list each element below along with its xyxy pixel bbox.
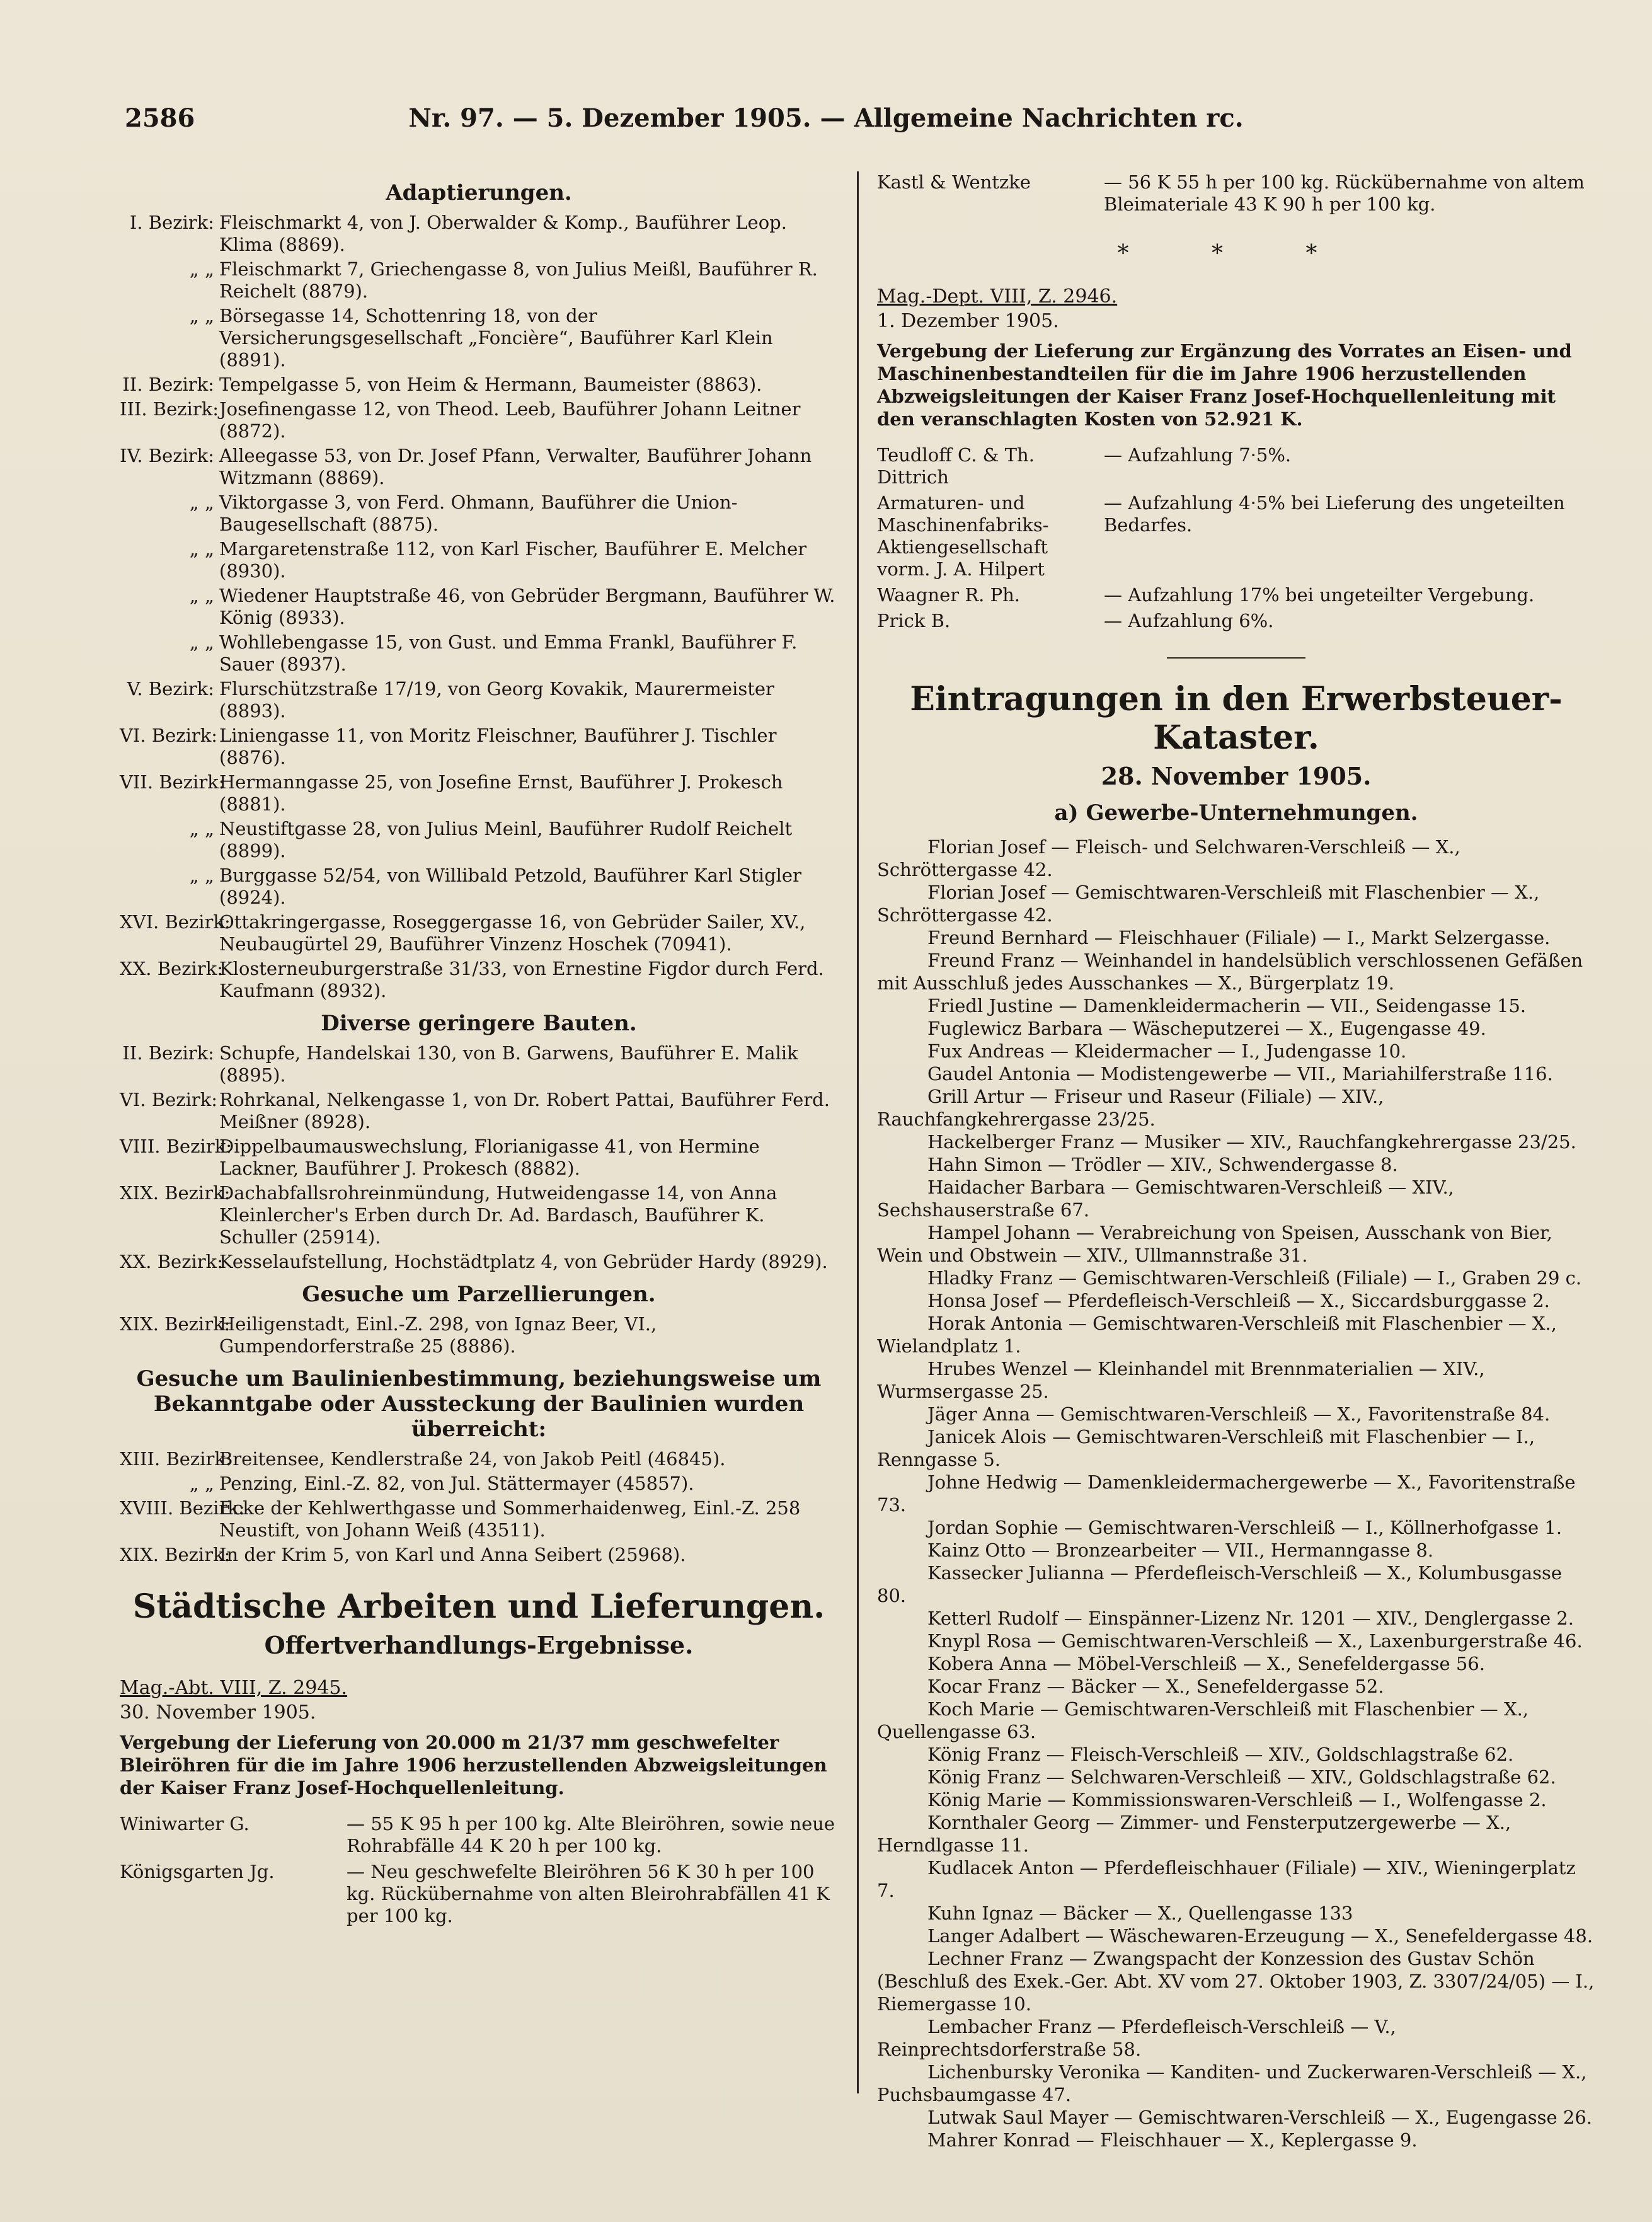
kataster-entry: Lichenbursky Veronika — Kanditen- und Zuckerwaren-Verschleiß — X., Puchsbaumgasse 47. bbox=[877, 2061, 1587, 2105]
adapt-district-label: XX. Bezirk: bbox=[120, 958, 223, 979]
diverse-district-label: II. Bezirk: bbox=[122, 1042, 214, 1064]
bid1-bidder-name: Winiwarter G. bbox=[120, 1813, 250, 1834]
issue-headline: Nr. 97. — 5. Dezember 1905. — Allgemeine Nachrichten rc. bbox=[408, 103, 1244, 133]
date-1: 30. November 1905. bbox=[120, 1701, 316, 1724]
adapt-entry bbox=[120, 212, 838, 256]
kataster-subtitle: a) Gewerbe-Unternehmungen. bbox=[1054, 800, 1418, 826]
baul-entry bbox=[120, 1448, 838, 1470]
kataster-entry: Janicek Alois — Gemischtwaren-Verschleiß mit Flaschenbier — I., Renngasse 5. bbox=[877, 1426, 1535, 1470]
section-title-kataster: Eintragungen in den Erwerbsteuer-Kataster. bbox=[910, 680, 1563, 757]
adapt-entry bbox=[120, 631, 838, 676]
adapt-entry bbox=[120, 374, 838, 396]
left-column bbox=[120, 171, 838, 1931]
diverse-entry-text: Dippelbaumauswechslung, Florianigasse 41, von Hermine Lackner, Bauführer J. Prokesch (8882). bbox=[219, 1136, 760, 1179]
kataster-entry: Gaudel Antonia — Modistengewerbe — VII., Mariahilferstraße 116. bbox=[927, 1063, 1553, 1085]
adapt-entry-text: Ottakringergasse, Roseggergasse 16, von Gebrüder Sailer, XV., Neubaugürtel 29, Bauführer Vinzenz Hoschek (70941). bbox=[219, 911, 806, 955]
adapt-district-label: „ „ bbox=[189, 818, 214, 839]
vergebung-1: Vergebung der Lieferung von 20.000 m 21/37 mm geschwefelter Bleiröhren für die im Jahre 1906 herzustellenden Abzweigsleitungen der Kaiser Franz Josef-Hochquellenleitung. bbox=[120, 1732, 827, 1799]
adapt-entry bbox=[120, 585, 838, 629]
diverse-entry bbox=[120, 1251, 838, 1273]
diverse-entry bbox=[120, 1089, 838, 1133]
adapt-entry-text: Liniengasse 11, von Moritz Fleischner, Bauführer J. Tischler (8876). bbox=[219, 725, 777, 768]
adapt-entry-text: Flurschützstraße 17/19, von Georg Kovakik, Maurermeister (8893). bbox=[219, 678, 774, 722]
bids-list-2 bbox=[877, 444, 1595, 632]
kataster-entry: Fuglewicz Barbara — Wäscheputzerei — X., Eugengasse 49. bbox=[927, 1018, 1486, 1039]
section-title-adaptierungen: Adaptierungen. bbox=[386, 180, 572, 205]
kataster-entries bbox=[877, 836, 1595, 2151]
bid2-bidder-name: Armaturen- und Maschinenfabriks-Aktiengesellschaft vorm. J. A. Hilpert bbox=[877, 492, 1049, 580]
kataster-entry: König Franz — Fleisch-Verschleiß — XIV., Goldschlagstraße 62. bbox=[927, 1744, 1514, 1765]
adapt-district-label: „ „ bbox=[189, 538, 214, 560]
adapt-district-label: II. Bezirk: bbox=[122, 374, 214, 395]
bid2-row bbox=[877, 584, 1595, 606]
adapt-district-label: „ „ bbox=[189, 631, 214, 653]
kataster-entry: Friedl Justine — Damenkleidermacherin — VII., Seidengasse 15. bbox=[927, 995, 1527, 1016]
baul-entry-text: In der Krim 5, von Karl und Anna Seibert (25968). bbox=[219, 1544, 686, 1565]
adapt-district-label: VI. Bezirk: bbox=[120, 725, 218, 746]
kataster-date: 28. November 1905. bbox=[1101, 762, 1372, 790]
subtitle-offertverhandlungen: Offertverhandlungs-Ergebnisse. bbox=[264, 1631, 694, 1659]
right-column bbox=[877, 171, 1595, 2151]
diverse-district-label: XX. Bezirk: bbox=[120, 1251, 223, 1272]
kataster-entry: Hladky Franz — Gemischtwaren-Verschleiß (Filiale) — I., Graben 29 c. bbox=[927, 1267, 1582, 1289]
kataster-entry: Koch Marie — Gemischtwaren-Verschleiß mit Flaschenbier — X., Quellengasse 63. bbox=[877, 1698, 1529, 1742]
adapt-district-label: „ „ bbox=[189, 492, 214, 513]
adapt-entry-text: Neustiftgasse 28, von Julius Meinl, Bauführer Rudolf Reichelt (8899). bbox=[219, 818, 793, 861]
mag-reference-1-text: Mag.-Abt. VIII, Z. 2945. bbox=[120, 1677, 348, 1699]
kataster-entry: Jäger Anna — Gemischtwaren-Verschleiß — X., Favoritenstraße 84. bbox=[927, 1403, 1551, 1425]
bid2-bidder-name: Prick B. bbox=[877, 610, 951, 631]
adapt-entry-text: Alleegasse 53, von Dr. Josef Pfann, Verwalter, Bauführer Johann Witzmann (8869). bbox=[219, 445, 812, 488]
parz-district-label: XIX. Bezirk: bbox=[120, 1313, 231, 1335]
kataster-entry: Ketterl Rudolf — Einspänner-Lizenz Nr. 1201 — XIV., Denglergasse 2. bbox=[927, 1608, 1575, 1629]
bid-top bbox=[877, 171, 1595, 216]
adapt-entry bbox=[120, 725, 838, 769]
diverse-district-label: VI. Bezirk: bbox=[120, 1089, 218, 1110]
bid-top-name: Kastl & Wentzke bbox=[877, 171, 1031, 193]
kataster-entry: Kornthaler Georg — Zimmer- und Fensterputzergewerbe — X., Herndlgasse 11. bbox=[877, 1812, 1511, 1856]
column-divider bbox=[857, 171, 859, 2093]
bid2-bid-text: — Aufzahlung 7·5%. bbox=[1104, 444, 1292, 466]
bid2-row bbox=[877, 610, 1595, 632]
kataster-entry: Lembacher Franz — Pferdefleisch-Verschleiß — V., Reinprechtsdorferstraße 58. bbox=[877, 2016, 1396, 2060]
adapt-entry bbox=[120, 305, 838, 371]
adapt-entry-text: Margaretenstraße 112, von Karl Fischer, Bauführer E. Melcher (8930). bbox=[219, 538, 807, 582]
separator-stars: * * * bbox=[1117, 241, 1355, 267]
kataster-entry: König Marie — Kommissionswaren-Verschleiß — I., Wolfengasse 2. bbox=[927, 1789, 1547, 1810]
baul-entry bbox=[120, 1473, 838, 1495]
baul-district-label: XIII. Bezirk: bbox=[120, 1448, 232, 1470]
diverse-entry-text: Dachabfallsrohreinmündung, Hutweidengasse 14, von Anna Kleinlercher's Erben durch Dr. Ad. Bardasch, Bauführer K. Schuller (25914). bbox=[219, 1182, 777, 1248]
adapt-district-label: I. Bezirk: bbox=[129, 212, 214, 233]
adapt-entry bbox=[120, 771, 838, 815]
kataster-entry: Jordan Sophie — Gemischtwaren-Verschleiß — I., Köllnerhofgasse 1. bbox=[927, 1517, 1563, 1538]
date-2: 1. Dezember 1905. bbox=[877, 310, 1059, 332]
diverse-entry-text: Rohrkanal, Nelkengasse 1, von Dr. Robert Pattai, Bauführer Ferd. Meißner (8928). bbox=[219, 1089, 830, 1132]
adapt-entry-text: Fleischmarkt 7, Griechengasse 8, von Julius Meißl, Bauführer R. Reichelt (8879). bbox=[219, 258, 818, 302]
adapt-district-label: „ „ bbox=[189, 585, 214, 606]
kataster-entry: Kocar Franz — Bäcker — X., Senefeldergasse 52. bbox=[927, 1676, 1384, 1697]
baul-district-label: XVIII. Bezirk: bbox=[120, 1497, 245, 1519]
bids-list-1 bbox=[120, 1813, 838, 1927]
adapt-entry bbox=[120, 818, 838, 862]
kataster-entry: Florian Josef — Fleisch- und Selchwaren-Verschleiß — X., Schröttergasse 42. bbox=[877, 836, 1460, 880]
diverse-entry bbox=[120, 1042, 838, 1086]
parz-entry-text: Heiligenstadt, Einl.-Z. 298, von Ignaz Beer, VI., Gumpendorferstraße 25 (8886). bbox=[219, 1313, 657, 1357]
mag-reference-2 bbox=[877, 285, 1595, 308]
adapt-entry bbox=[120, 445, 838, 489]
baul-district-label: XIX. Bezirk: bbox=[120, 1544, 231, 1565]
adapt-district-label: XVI. Bezirk: bbox=[120, 911, 231, 933]
kataster-entry: Haidacher Barbara — Gemischtwaren-Verschleiß — XIV., Sechshauserstraße 67. bbox=[877, 1177, 1454, 1221]
kataster-entry: Mahrer Konrad — Fleischhauer — X., Keplergasse 9. bbox=[927, 2129, 1418, 2151]
kataster-entry: Johne Hedwig — Damenkleidermachergewerbe — X., Favoritenstraße 73. bbox=[877, 1471, 1576, 1516]
kataster-entry: Florian Josef — Gemischtwaren-Verschleiß mit Flaschenbier — X., Schröttergasse 42. bbox=[877, 882, 1540, 926]
kataster-entry: Hrubes Wenzel — Kleinhandel mit Brennmaterialien — XIV., Wurmsergasse 25. bbox=[877, 1358, 1485, 1402]
kataster-entry: Kudlacek Anton — Pferdefleischhauer (Filiale) — XIV., Wieningerplatz 7. bbox=[877, 1857, 1576, 1901]
diverse-list bbox=[120, 1042, 838, 1273]
kataster-entry: Knypl Rosa — Gemischtwaren-Verschleiß — X., Laxenburgerstraße 46. bbox=[927, 1630, 1583, 1652]
baul-entry-text: Breitensee, Kendlerstraße 24, von Jakob Peitl (46845). bbox=[219, 1448, 726, 1470]
adapt-entry bbox=[120, 258, 838, 302]
bid2-bidder-name: Waagner R. Ph. bbox=[877, 584, 1021, 606]
section-title-baulinien: Gesuche um Baulinienbestimmung, beziehungsweise um Bekanntgabe oder Aussteckung der Baulinien wurden überreicht: bbox=[136, 1366, 822, 1442]
adapt-district-label: „ „ bbox=[189, 865, 214, 886]
adapt-entry bbox=[120, 492, 838, 536]
adapt-entry bbox=[120, 678, 838, 722]
diverse-district-label: VIII. Bezirk: bbox=[120, 1136, 232, 1157]
bid1-bid-text: — Neu geschwefelte Bleiröhren 56 K 30 h per 100 kg. Rückübernahme von alten Bleirohrabfällen 41 K per 100 kg. bbox=[347, 1861, 830, 1926]
adapt-district-label: V. Bezirk: bbox=[127, 678, 214, 699]
bid1-bidder-name: Königsgarten Jg. bbox=[120, 1861, 275, 1882]
adapt-entry bbox=[120, 911, 838, 955]
kataster-entry: Kassecker Julianna — Pferdefleisch-Verschleiß — X., Kolumbusgasse 80. bbox=[877, 1562, 1563, 1606]
baul-entry-text: Penzing, Einl.-Z. 82, von Jul. Stättermayer (45857). bbox=[219, 1473, 694, 1494]
adapt-entry-text: Tempelgasse 5, von Heim & Hermann, Baumeister (8863). bbox=[219, 374, 762, 395]
adapt-entry bbox=[120, 538, 838, 582]
adapt-entry-text: Josefinengasse 12, von Theod. Leeb, Bauführer Johann Leitner (8872). bbox=[219, 398, 801, 442]
adapt-entry-text: Wohllebengasse 15, von Gust. und Emma Frankl, Bauführer F. Sauer (8937). bbox=[219, 631, 798, 675]
diverse-entry bbox=[120, 1136, 838, 1180]
section-title-diverse: Diverse geringere Bauten. bbox=[321, 1011, 637, 1036]
bid-top-text: — 56 K 55 h per 100 kg. Rückübernahme von altem Bleimateriale 43 K 90 h per 100 kg. bbox=[1104, 171, 1585, 215]
baulinien-list bbox=[120, 1448, 838, 1566]
adapt-district-label: VII. Bezirk: bbox=[120, 771, 225, 793]
kataster-entry: Kuhn Ignaz — Bäcker — X., Quellengasse 133 bbox=[927, 1903, 1353, 1924]
kataster-entry: König Franz — Selchwaren-Verschleiß — XIV., Goldschlagstraße 62. bbox=[927, 1766, 1556, 1788]
baul-entry bbox=[120, 1497, 838, 1541]
section-title-parzellierungen: Gesuche um Parzellierungen. bbox=[302, 1282, 656, 1307]
parz-entry bbox=[120, 1313, 838, 1357]
bid1-row bbox=[120, 1861, 838, 1927]
bid2-bid-text: — Aufzahlung 17% bei ungeteilter Vergebung. bbox=[1104, 584, 1535, 606]
adaptierungen-list bbox=[120, 212, 838, 1002]
kataster-entry: Hampel Johann — Verabreichung von Speisen, Ausschank von Bier, Wein und Obstwein — XIV., Ullmannstraße 31. bbox=[877, 1222, 1552, 1266]
kataster-entry: Horak Antonia — Gemischtwaren-Verschleiß mit Flaschenbier — X., Wielandplatz 1. bbox=[877, 1313, 1557, 1357]
kataster-entry: Lechner Franz — Zwangspacht der Konzession des Gustav Schön (Beschluß des Exek.-Ger. Abt. XV vom 27. Oktober 1903, Z. 3307/24/05) — I., Riemergasse 10. bbox=[877, 1948, 1595, 2015]
adapt-entry-text: Burggasse 52/54, von Willibald Petzold, Bauführer Karl Stigler (8924). bbox=[219, 865, 801, 908]
adapt-entry bbox=[120, 398, 838, 442]
baul-district-label: „ „ bbox=[189, 1473, 214, 1494]
adapt-entry-text: Viktorgasse 3, von Ferd. Ohmann, Bauführer die Union-Baugesellschaft (8875). bbox=[219, 492, 738, 535]
diverse-entry-text: Schupfe, Handelskai 130, von B. Garwens, Bauführer E. Malik (8895). bbox=[219, 1042, 798, 1086]
bid2-row bbox=[877, 492, 1595, 580]
page-header bbox=[95, 95, 1557, 132]
adapt-entry-text: Klosterneuburgerstraße 31/33, von Ernestine Figdor durch Ferd. Kaufmann (8932). bbox=[219, 958, 824, 1001]
bid1-bid-text: — 55 K 95 h per 100 kg. Alte Bleiröhren, sowie neue Rohrabfälle 44 K 20 h per 100 kg. bbox=[347, 1813, 835, 1856]
kataster-entry: Freund Franz — Weinhandel in handelsüblich verschlossenen Gefäßen mit Ausschluß jedes Ausschankes — X., Bürgerplatz 19. bbox=[877, 950, 1583, 994]
section-rule bbox=[1167, 657, 1305, 659]
adapt-district-label: III. Bezirk: bbox=[120, 398, 219, 420]
adapt-district-label: „ „ bbox=[189, 305, 214, 326]
adapt-entry-text: Fleischmarkt 4, von J. Oberwalder & Komp., Bauführer Leop. Klima (8869). bbox=[219, 212, 787, 255]
kataster-entry: Hahn Simon — Trödler — XIV., Schwendergasse 8. bbox=[927, 1154, 1398, 1175]
adapt-entry-text: Hermanngasse 25, von Josefine Ernst, Bauführer J. Prokesch (8881). bbox=[219, 771, 783, 815]
bid2-bid-text: — Aufzahlung 4·5% bei Lieferung des ungeteilten Bedarfes. bbox=[1104, 492, 1565, 536]
section-title-staedtische-arbeiten: Städtische Arbeiten und Lieferungen. bbox=[132, 1587, 825, 1626]
bid1-row bbox=[120, 1813, 838, 1857]
kataster-entry: Lutwak Saul Mayer — Gemischtwaren-Verschleiß — X., Eugengasse 26. bbox=[927, 2107, 1593, 2128]
kataster-entry: Langer Adalbert — Wäschewaren-Erzeugung — X., Senefeldergasse 48. bbox=[927, 1925, 1593, 1947]
kataster-entry: Freund Bernhard — Fleischhauer (Filiale) — I., Markt Selzergasse. bbox=[927, 927, 1551, 948]
bid2-row bbox=[877, 444, 1595, 488]
adapt-district-label: IV. Bezirk: bbox=[120, 445, 214, 466]
adapt-entry-text: Börsegasse 14, Schottenring 18, von der Versicherungsgesellschaft „Foncière“, Bauführer Karl Klein (8891). bbox=[219, 305, 773, 371]
bid2-bid-text: — Aufzahlung 6%. bbox=[1104, 610, 1274, 631]
adapt-entry bbox=[120, 958, 838, 1002]
kataster-entry: Hackelberger Franz — Musiker — XIV., Rauchfangkehrergasse 23/25. bbox=[927, 1131, 1576, 1153]
baul-entry-text: Ecke der Kehlwerthgasse und Sommerhaidenweg, Einl.-Z. 258 Neustift, von Johann Weiß (43511). bbox=[219, 1497, 801, 1541]
bid2-bidder-name: Teudloff C. & Th. Dittrich bbox=[877, 444, 1035, 488]
diverse-entry bbox=[120, 1182, 838, 1248]
adapt-entry bbox=[120, 865, 838, 909]
mag-reference-1 bbox=[120, 1677, 838, 1699]
adapt-district-label: „ „ bbox=[189, 258, 214, 280]
kataster-entry: Kainz Otto — Bronzearbeiter — VII., Hermanngasse 8. bbox=[927, 1540, 1434, 1561]
kataster-entry: Honsa Josef — Pferdefleisch-Verschleiß — X., Siccardsburggasse 2. bbox=[927, 1290, 1550, 1311]
page-number: 2586 bbox=[125, 103, 195, 133]
diverse-entry-text: Kesselaufstellung, Hochstädtplatz 4, von Gebrüder Hardy (8929). bbox=[219, 1251, 828, 1272]
parzellierungen-list bbox=[120, 1313, 838, 1357]
kataster-entry: Grill Artur — Friseur und Raseur (Filiale) — XIV., Rauchfangkehrergasse 23/25. bbox=[877, 1086, 1384, 1130]
kataster-entry: Kobera Anna — Möbel-Verschleiß — X., Senefeldergasse 56. bbox=[927, 1653, 1485, 1674]
baul-entry bbox=[120, 1544, 838, 1566]
mag-reference-2-text: Mag.-Dept. VIII, Z. 2946. bbox=[877, 285, 1118, 308]
adapt-entry-text: Wiedener Hauptstraße 46, von Gebrüder Bergmann, Bauführer W. König (8933). bbox=[219, 585, 835, 628]
diverse-district-label: XIX. Bezirk: bbox=[120, 1182, 231, 1204]
vergebung-2: Vergebung der Lieferung zur Ergänzung des Vorrates an Eisen- und Maschinenbestandteilen für die im Jahre 1906 herzustellenden Abzweigsleitungen der Kaiser Franz Josef-Hochquellenleitung mit den veranschlagten Kosten von 52.921 K. bbox=[877, 340, 1572, 430]
kataster-entry: Fux Andreas — Kleidermacher — I., Judengasse 10. bbox=[927, 1040, 1407, 1062]
